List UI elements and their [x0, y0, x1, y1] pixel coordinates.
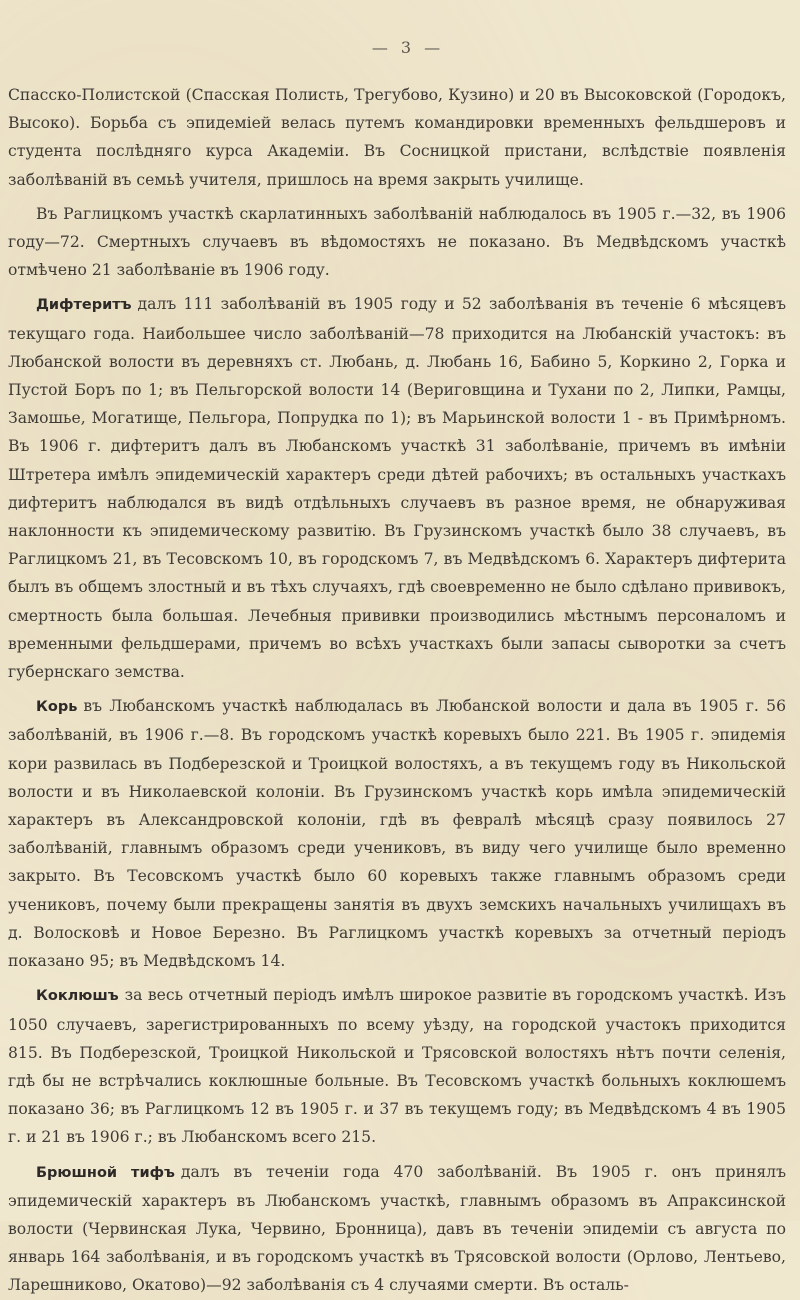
paragraph-measles: [8, 692, 786, 975]
paragraph-typhoid-text: далъ въ теченіи года 470 заболѣваній. Въ 1905 г. онъ принялъ эпидемическій характеръ въ Любанскомъ участкѣ, главнымъ образомъ въ Апраксинской волости (Червинская Лука, Червино, Бронница), давъ въ теченіи эпидеміи съ августа по январь 164 заболѣванія, и въ городскомъ участкѣ въ Трясовской волости (Орлово, Лентьево, Ларешниково, Окатово)—92 заболѣванія съ 4 случаями смерти. Въ осталь-: [8, 1162, 787, 1295]
paragraph-scarlatina: [8, 200, 786, 285]
page-number: — 3 —: [371, 38, 445, 57]
paragraph-typhoid: [8, 1158, 786, 1300]
paragraph-whooping-cough: [8, 981, 786, 1151]
diphtheria-heading: Дифтеритъ: [36, 297, 132, 314]
paragraph-measles-text: въ Любанскомъ участкѣ наблюдалась въ Любанской волости и дала въ 1905 г. 56 заболѣваній, въ 1906 г.—8. Въ городскомъ участкѣ коревыхъ было 221. Въ 1905 г. эпидемія кори развилась въ Подберезской и Троицкой волостяхъ, а въ текущемъ году въ Никольской волости и въ Николаевской колоніи. Въ Грузинскомъ участкѣ корь имѣла эпидемическій характеръ въ Александровской колоніи, гдѣ въ февралѣ мѣсяцѣ сразу появилось 27 заболѣваній, главнымъ образомъ среди учениковъ, въ виду чего училище было временно закрыто. Въ Тесовскомъ участкѣ было 60 коревыхъ также главнымъ образомъ среди учениковъ, почему были прекращены занятія въ двухъ земскихъ начальныхъ училищахъ въ д. Волосковѣ и Новое Березно. Въ Раглицкомъ участкѣ коревыхъ за отчетный періодъ показано 95; въ Медвѣдскомъ 14.: [8, 697, 786, 971]
paragraph-diphtheria: [8, 290, 786, 686]
measles-heading: Корь: [36, 699, 78, 716]
paragraph-whooping-cough-text: за весь отчетный періодъ имѣлъ широкое развитіе въ городскомъ участкѣ. Изъ 1050 случаевъ, зарегистрированныхъ по всему уѣзду, на городской участокъ приходится 815. Въ Подберезской, Троицкой Никольской и Трясовской волостяхъ нѣтъ почти селенія, гдѣ бы не встрѣчались коклюшные больные. Въ Тесовскомъ участкѣ больныхъ коклюшемъ показано 36; въ Раглицкомъ 12 въ 1905 г. и 37 въ текущемъ году; въ Медвѣдскомъ 4 въ 1905 г. и 21 въ 1906 г.; въ Любанскомъ всего 215.: [8, 986, 786, 1147]
paragraph-1: [8, 81, 786, 194]
paragraph-diphtheria-text: далъ 111 заболѣваній въ 1905 году и 52 заболѣванія въ теченіе 6 мѣсяцевъ текущаго года. Наибольшее число заболѣваній—78 приходится на Любанскій участокъ: въ Любанской волости въ деревняхъ ст. Любань, д. Любань 16, Бабино 5, Коркино 2, Горка и Пустой Боръ по 1; въ Пельгорской волости 14 (Вериговщина и Тухани по 2, Липки, Рамцы, Замошье, Могатище, Пельгора, Попрудка по 1); въ Марьинской волости 1 - въ Примѣрномъ. Въ 1906 г. дифтеритъ далъ въ Любанскомъ участкѣ 31 заболѣваніе, причемъ въ имѣніи Штретера имѣлъ эпидемическій характеръ среди дѣтей рабочихъ; въ остальныхъ участкахъ дифтеритъ наблюдался въ видѣ отдѣльныхъ случаевъ въ разное время, не обнаруживая наклонности къ эпидемическому развитію. Въ Грузинскомъ участкѣ было 38 случаевъ, въ Раглицкомъ 21, въ Тесовскомъ 10, въ городскомъ 7, въ Медвѣдскомъ 6. Характеръ дифтерита былъ въ общемъ злостный и въ тѣхъ случаяхъ, гдѣ своевременно не было сдѣлано прививокъ, смертность была большая. Лечебныя прививки производились мѣстнымъ персоналомъ и временными фельдшерами, причемъ во всѣхъ участкахъ были запасы сыворотки за счетъ губернскаго земства.: [8, 295, 786, 682]
whooping-cough-heading: Коклюшъ: [36, 988, 119, 1005]
typhoid-heading: Брюшной тифъ: [36, 1164, 175, 1181]
paragraph-1-text: Спасско-Полистской (Спасская Полисть, Трегубово, Кузино) и 20 въ Высоковской (Городокъ, Высоко). Борьба съ эпидеміей велась путемъ командировки временныхъ фельдшеровъ и студента послѣдняго курса Академіи. Въ Сосницкой пристани, вслѣдствіе появленія заболѣваній въ семьѣ учителя, пришлось на время закрыть училище.: [8, 86, 786, 189]
paragraph-scarlatina-text: Въ Раглицкомъ участкѣ скарлатинныхъ заболѣваній наблюдалось въ 1905 г.—32, въ 1906 году—72. Смертныхъ случаевъ въ вѣдомостяхъ не показано. Въ Медвѣдскомъ участкѣ отмѣчено 21 заболѣваніе въ 1906 году.: [8, 204, 786, 280]
